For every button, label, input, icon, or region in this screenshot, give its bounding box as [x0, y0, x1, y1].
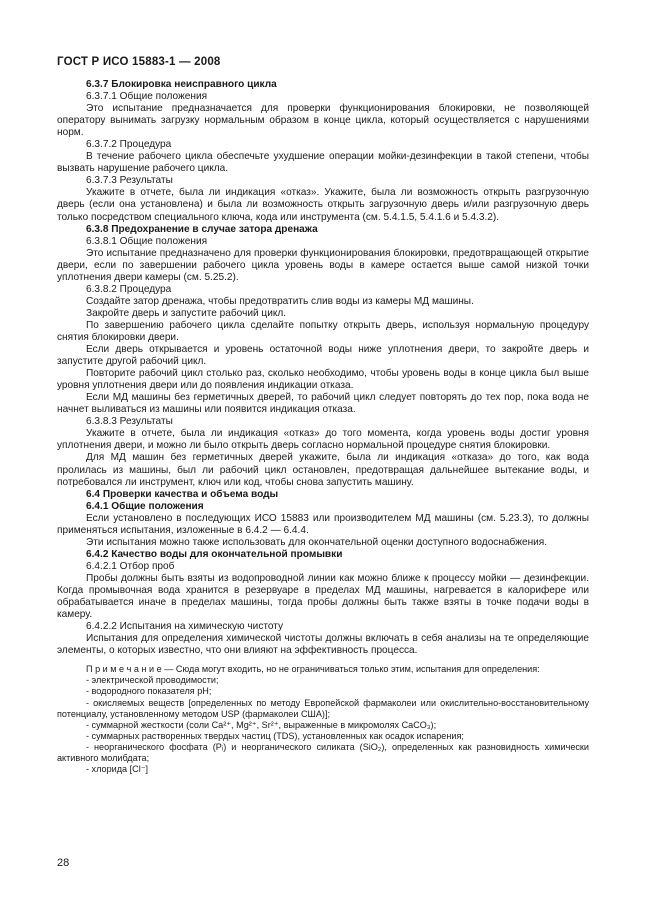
subsection-heading: 6.3.8.2 Процедура [86, 283, 172, 295]
body-paragraph: Эти испытания можно также использовать для окончательной оценки доступного водоснабжения. [86, 536, 548, 548]
section-heading: 6.4 Проверки качества и объема воды [86, 488, 279, 500]
note-list-item: - суммарных растворенных твердых частиц (TDS), установленных как осадок испарения; [86, 730, 464, 741]
note-list-item: - хлорида [Cl⁻] [86, 764, 149, 775]
body-paragraph: Пробы должны быть взяты из водопроводной линии как можно ближе к процессу мойки — дезинфекции. Когда промывочная вода хранится в резервуаре в пределах МД машины, нагревается в калорифере или обрабатывается иначе в пределах машины, тогда пробы должны быть также взяты в точке подачи воды в камеру. [57, 572, 589, 621]
note-block [57, 664, 589, 775]
subsection-heading: 6.4.2.1 Отбор проб [86, 560, 175, 572]
note-list-item: - окисляемых веществ [определенных по методу Европейской фармаколеи или окислительно-восстановительному потенциалу, установленному методом USP (фармаколеи США)]; [57, 697, 589, 719]
subsection-heading: 6.4.2.2 Испытания на химическую чистоту [86, 621, 284, 633]
body-paragraph: Для МД машин без герметичных дверей укажите, была ли индикация «отказа» до того, как вода пролилась из машины, был ли рабочий цикл остановлен, предотвращая дальнейшее вытекание воды, и потребовался ли инструмент, ключ или код, чтобы снова запустить машину. [57, 452, 589, 488]
subsection-heading: 6.3.8.3 Результаты [86, 416, 173, 428]
body-paragraph: Укажите в отчете, была ли индикация «отказ» до того момента, когда уровень воды достиг уровня уплотнения двери, и можно ли было открыть дверь согласно нормальной процедуре снятия блокировки. [57, 428, 589, 452]
note-list-item: - неорганического фосфата (Pᵢ) и неорганического силиката (SiO₂), определенных как разновидность химически активного молибдата; [57, 741, 589, 763]
note-list-item: - электрической проводимости; [86, 675, 219, 686]
subsection-heading: 6.3.8.1 Общие положения [86, 235, 208, 247]
body-paragraph: Повторите рабочий цикл столько раз, сколько необходимо, чтобы уровень воды в конце цикла был выше уровня уплотнения двери или до появления индикации отказа. [57, 368, 589, 392]
section-heading: 6.3.8 Предохранение в случае затора дренажа [86, 223, 318, 235]
body-paragraph: Это испытание предназначено для проверки функционирования блокировки, предотвращающей открытие двери, если по завершении рабочего цикла уровень воды в камере остается выше самой низкой точки уплотнения двери камеры (см. 5.25.2). [57, 247, 589, 283]
body-paragraph: По завершению рабочего цикла сделайте попытку открыть дверь, используя нормальную процедуру снятия блокировки двери. [57, 319, 589, 343]
document-header: ГОСТ Р ИСО 15883-1 — 2008 [57, 56, 221, 68]
spacer [57, 657, 589, 664]
body-paragraph: Если дверь открывается и уровень остаточной воды ниже уплотнения двери, то закройте дверь и запустите другой рабочий цикл. [57, 344, 589, 368]
note-intro [57, 664, 589, 675]
section-heading: 6.4.2 Качество воды для окончательной промывки [86, 548, 343, 560]
section-heading: 6.3.7 Блокировка неисправного цикла [86, 79, 277, 90]
body-paragraph: Если МД машины без герметичных дверей, то рабочий цикл следует повторять до тех пор, пока вода не начнет выливаться из машины или появится индикация отказа. [57, 392, 589, 416]
body-paragraph: Закройте дверь и запустите рабочий цикл. [86, 307, 287, 319]
note-list-item: - водородного показателя pH; [86, 686, 212, 697]
body-paragraph: Укажите в отчете, была ли индикация «отказ». Укажите, была ли возможность открыть разгрузочную дверь (если она установлена) и была ли возможность открыть загрузочную дверь и/или разгрузочную дверь только посредством специального ключа, кода или инструмента (см. 5.4.1.5, 5.4.1.6 и 5.4.3.2). [57, 187, 589, 223]
subsection-heading: 6.3.7.2 Процедура [86, 139, 172, 151]
note-label: П р и м е ч а н и е [86, 664, 162, 675]
body-paragraph: Создайте затор дренажа, чтобы предотвратить слив воды из камеры МД машины. [86, 295, 474, 307]
page-number: 28 [57, 857, 70, 869]
body-paragraph: Испытания для определения химической чистоты должны включать в себя анализы на те определяющие элементы, о которых известно, что они влияют на эффективность процесса. [57, 633, 589, 657]
section-heading: 6.4.1 Общие положения [86, 500, 204, 512]
subsection-heading: 6.3.7.1 Общие положения [86, 91, 208, 103]
body-paragraph: В течение рабочего цикла обеспечьте ухудшение операции мойки-дезинфекции в такой степени, чтобы вызвать нарушение рабочего цикла. [57, 151, 589, 175]
page-body [57, 79, 589, 775]
body-paragraph: Это испытание предназначается для проверки функционирования блокировки, не позволяющей оператору вынимать загрузку нормальным образом в конце цикла, который осуществляется с нарушениями норм. [57, 103, 589, 139]
note-list-item: - суммарной жесткости (соли Ca²⁺, Mg²⁺, Sr²⁺, выраженные в микромолях CaCO₃); [86, 719, 437, 730]
subsection-heading: 6.3.7.3 Результаты [86, 175, 173, 187]
body-paragraph: Если установлено в последующих ИСО 15883 или производителем МД машины (см. 5.23.3), то должны применяться испытания, изложенные в 6.4.2 — 6.4.4. [57, 512, 589, 536]
note-text: — Сюда могут входить, но не ограничиваться только этим, испытания для определения: [161, 664, 540, 675]
